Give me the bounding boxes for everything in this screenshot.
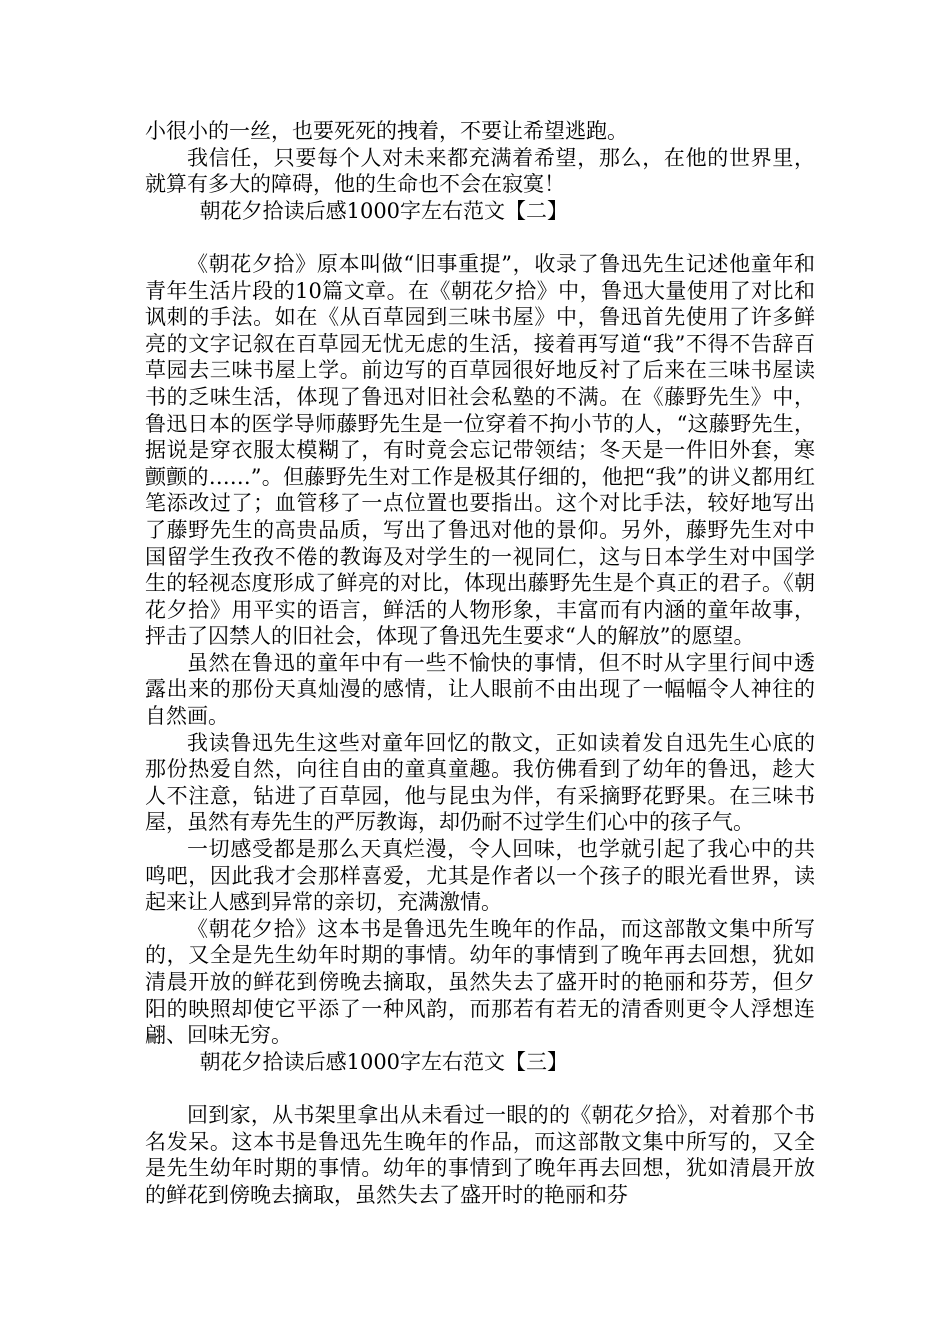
section-heading: 朝花夕拾读后感1000字左右范文【二】 <box>199 198 569 223</box>
paragraph: 《朝花夕拾》这本书是鲁迅先生晚年的作品，而这部散文集中所写的，又全是先生幼年时期的事情。幼年的事情到了晚年再去回想，犹如清晨开放的鲜花到傍晚去摘取，虽然失去了盛开时的艳丽和芬芳，但夕阳的映照却使它平添了一种风韵，而那若有若无的清香则更令人浮想连翩、回味无穷。 <box>145 916 815 1048</box>
paragraph: 回到家，从书架里拿出从未看过一眼的的《朝花夕拾》，对着那个书名发呆。这本书是鲁迅先生晚年的作品，而这部散文集中所写的，又全是先生幼年时期的事情。幼年的事情到了晚年再去回想，犹如清晨开放的鲜花到傍晚去摘取，虽然失去了盛开时的艳丽和芬 <box>145 1102 815 1207</box>
paragraph: 我信任，只要每个人对未来都充满着希望，那么，在他的世界里，就算有多大的障碍，他的生命也不会在寂寞！ <box>145 145 815 197</box>
document-page <box>145 118 815 1208</box>
paragraph: 我读鲁迅先生这些对童年回忆的散文，正如读着发自迅先生心底的那份热爱自然，向往自由的童真童趣。我仿佛看到了幼年的鲁迅，趁大人不注意，钻进了百草园，他与昆虫为伴，有采摘野花野果。在三味书屋，虽然有寿先生的严厉教诲，却仍耐不过学生们心中的孩子气。 <box>145 730 815 835</box>
paragraph: 小很小的一丝，也要死死的拽着，不要让希望逃跑。 <box>145 119 628 143</box>
paragraph: 一切感受都是那么天真烂漫，令人回味，也学就引起了我心中的共鸣吧，因此我才会那样喜爱，尤其是作者以一个孩子的眼光看世界，读起来让人感到异常的亲切，充满激情。 <box>145 837 815 915</box>
section-heading: 朝花夕拾读后感1000字左右范文【三】 <box>199 1049 569 1074</box>
paragraph: 虽然在鲁迅的童年中有一些不愉快的事情，但不时从字里行间中透露出来的那份天真灿漫的感情，让人眼前不由出现了一幅幅令人神往的自然画。 <box>145 650 815 729</box>
paragraph: 《朝花夕拾》原本叫做“旧事重提”，收录了鲁迅先生记述他童年和青年生活片段的10篇文章。在《朝花夕拾》中，鲁迅大量使用了对比和讽刺的手法。如在《从百草园到三味书屋》中，鲁迅首先使用了许多鲜亮的文字记叙在百草园无忧无虑的生活，接着再写道“我”不得不告辞百草园去三味书屋上学。前边写的百草园很好地反衬了后来在三味书屋读书的乏味生活，体现了鲁迅对旧社会私塾的不满。在《藤野先生》中，鲁迅日本的医学导师藤野先生是一位穿着不拘小节的人，“这藤野先生，据说是穿衣服太模糊了，有时竟会忘记带领结；冬天是一件旧外套，寒颤颤的……”。但藤野先生对工作是极其仔细的，他把“我”的讲义都用红笔添改过了；血管移了一点位置也要指出。这个对比手法，较好地写出了藤野先生的高贵品质，写出了鲁迅对他的景仰。另外，藤野先生对中国留学生孜孜不倦的教诲及对学生的一视同仁，这与日本学生对中国学生的轻视态度形成了鲜亮的对比，体现出藤野先生是个真正的君子。《朝花夕拾》用平实的语言，鲜活的人物形象，丰富而有内涵的童年故事，抨击了囚禁人的旧社会，体现了鲁迅先生要求“人的解放”的愿望。 <box>145 251 815 649</box>
